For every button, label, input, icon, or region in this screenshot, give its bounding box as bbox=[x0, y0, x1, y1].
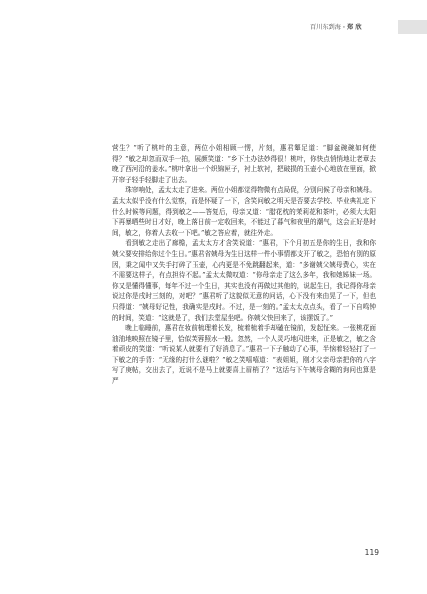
paragraph-3: 看到敏之走出了廊檐，孟太太方才含笑说道：“惠君，下个月初五是你的生日，我和你姨父要安排给你过个生日。”惠君省姨母为生日这样一件小事情都支开了敏之，恐怕有别的原因，秉之闻中又失手打碎了玉壶，心内更是不免跳翻起来，道：“多谢姨父姨母费心，实在不需要这样子，有点担待不起。”孟太太微叹道：“你母亲走了这么多年，我和她姊妹一场。你又是懂得懂事，每年不过一个生日，其实也没有再做过其他的，说起生日，我记得你母亲说过你是戌时三刻的，对吧？”惠君听了这貌似无意的问话，心下没有来由晃了一下，但也只得道：“姨母好记性，我确实是戌时。不过，是一刻的。”孟太太点点头，看了一下自鸣钟的时间，笑道：“这就是了，我们去堂屋坐吧。你姨父快回来了，该摆饭了。” bbox=[112, 239, 376, 322]
page-number: 119 bbox=[364, 548, 379, 557]
paragraph-1: 营生？”听了桃叶的主意，两位小姐相顾一愣，片刻，惠君颦足道：“脚盆碗碗如何使得？”敏之却忽而双手一拍，展颜笑道：“乡下土办法妙得很！桃叶，你快点悄悄地让老章去晚了西河沿的姜水。”桃叶拿出一个织锦匣子，衬上软衬，把破损的玉壶小心地放在里面，掀开帘子轻手轻脚走了出去。 bbox=[112, 144, 376, 184]
author-name: 郑 欣 bbox=[347, 24, 362, 31]
paragraph-4: 晚上临睡前，惠君在妆前梳理着长发，梳着梳着手却磕在镜前，发起怔来。一张桃花面油油地映照在镜子里，恰似芙蓉照水一般。忽然，一个人灵巧地闪进来，正是敏之，敏之含着顽皮的笑道：“听说某人就要有了好消息了。”惠君一下子触动了心事，半恼着轻轻打了一下敏之的手背：“无缘的打什么谜啦？”敏之笑嘻嘻道：“表姐姐，刚才父亲母亲把你的八字写了庚帖，交出去了，近说不是马上就要喜上眉梢了？”这话与下午姨母含糊的询问也算是严 bbox=[112, 324, 376, 386]
body-text bbox=[112, 143, 376, 387]
header-separator: · bbox=[342, 24, 346, 31]
paragraph-2: 珠帘响处，孟太太走了进来。两位小姐都觉得物微有点局促，分别问候了母亲和姨母。孟太太似乎没有什么觉察，而是怀疑了一下，含笑问敏之明天是否要去学校、毕业典礼定下什么时候等问题，得到敏之——答复后，母亲又道：“腊花枕的茉莉花和茶叶，必须大太阳下再暴晒些时日才好，晚上落日前一定收回来，不能过了暮气和夜里的潮气，这会正好是时间，敏之，你着人去收一下吧。”敏之答应着，就往外走。 bbox=[112, 186, 376, 237]
book-title: 百川东到海 bbox=[310, 24, 341, 31]
header-gray-bar bbox=[398, 20, 427, 34]
running-header bbox=[310, 22, 388, 34]
